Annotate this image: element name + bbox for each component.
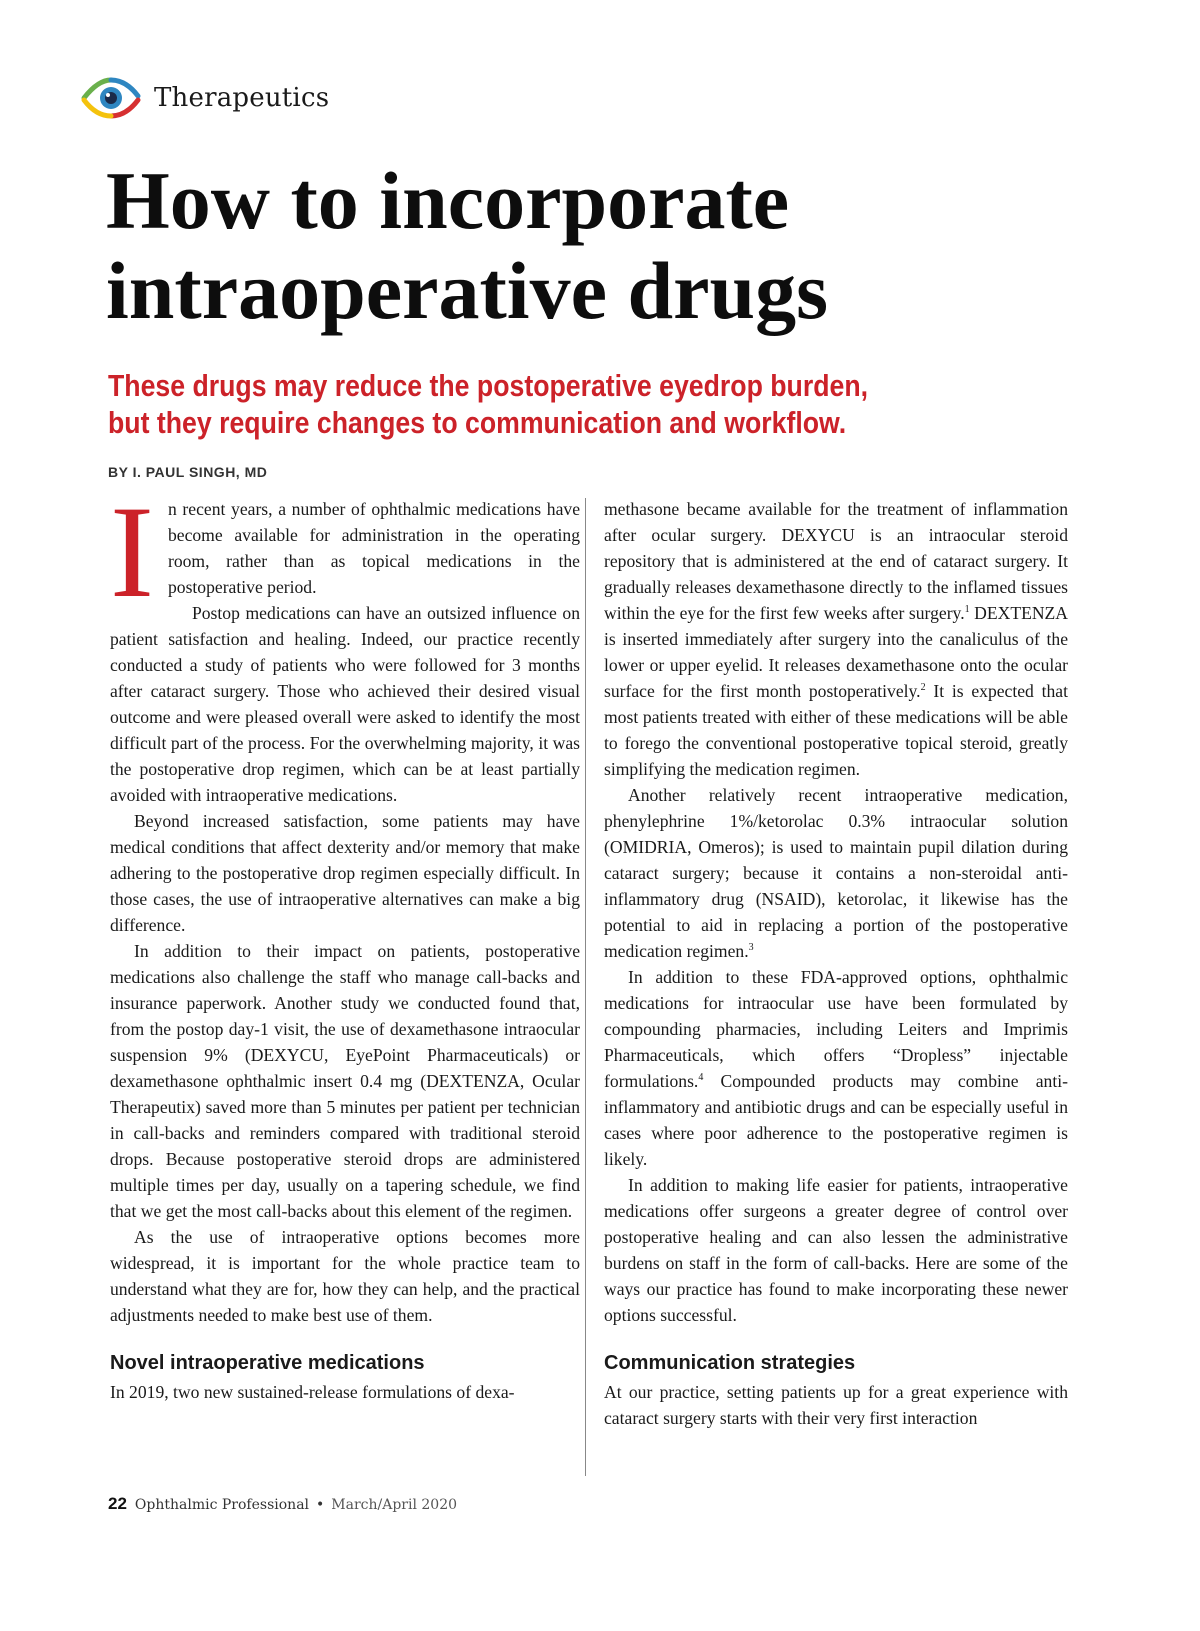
paragraph: Beyond increased satisfaction, some patients may have medical conditions that affect dexterity and/or memory that make adhering to the postoperative drop regimen especially difficult. In those cases, the use of intraoperative alternatives can make a big difference. xyxy=(110,811,580,935)
title-line-1: How to incorporate xyxy=(106,155,790,246)
section-header xyxy=(80,76,329,120)
paragraph xyxy=(110,478,580,625)
paragraph: In 2019, two new sustained-release formulations of dexa- xyxy=(110,1382,515,1402)
paragraph-text: Compounded products may combine anti-inflammatory and antibiotic drugs and can be especially useful in cases where poor adherence to the postoperative regimen is likely. xyxy=(604,1071,1068,1169)
dropcap: I xyxy=(110,478,154,625)
paragraph xyxy=(604,496,1068,782)
page-number: 22 xyxy=(108,1494,127,1513)
issue-date: March/April 2020 xyxy=(331,1497,458,1513)
left-column xyxy=(110,478,580,1405)
byline: BY I. PAUL SINGH, MD xyxy=(108,464,268,480)
reference-2: 2 xyxy=(920,682,926,694)
paragraph: As the use of intraoperative options becomes more widespread, it is important for the whole practice team to understand what they are for, how they can help, and the practical adjustments needed to make best use of them. xyxy=(110,1227,580,1325)
paragraph-text: In addition to these FDA-approved options, ophthalmic medications for intraocular use have been formulated by compounding pharmacies, including Leiters and Imprimis Pharmaceuticals, which offers “Dropless” injectable formulations. xyxy=(604,967,1068,1091)
reference-4: 4 xyxy=(698,1072,704,1084)
subtitle-line-2: but they require changes to communication and workflow. xyxy=(108,405,847,440)
paragraph: In addition to making life easier for patients, intraoperative medications offer surgeons a greater degree of control over postoperative healing and can also lessen the administrative burdens on staff in the form of call-backs. Here are some of the ways our practice has found to make incorporating these newer options successful. xyxy=(604,1175,1068,1325)
eye-logo-icon xyxy=(80,76,142,120)
reference-3: 3 xyxy=(748,942,754,954)
right-column xyxy=(604,496,1068,1431)
article-title xyxy=(106,156,1166,336)
paragraph-text: methasone became available for the treatment of inflammation after ocular surgery. DEXYCU is an intraocular steroid repository that is administered at the end of cataract surgery. It gradually releases dexamethasone directly to the inflamed tissues within the eye for the first few weeks after surgery. xyxy=(604,499,1068,623)
column-divider xyxy=(585,498,586,1476)
paragraph: At our practice, setting patients up for a great experience with cataract surgery starts with their very first interaction xyxy=(604,1382,1068,1428)
paragraph xyxy=(604,964,1068,1172)
subtitle-line-1: These drugs may reduce the postoperative eyedrop burden, xyxy=(108,368,869,403)
paragraph-text: Another relatively recent intraoperative medication, phenylephrine 1%/ketorolac 0.3% intraocular solution (OMIDRIA, Omeros); is used to maintain pupil dilation during cataract surgery; because it contains a non-steroidal anti-inflammatory drug (NSAID), ketorolac, it likewise has the potential to aid in replacing a portion of the postoperative medication regimen. xyxy=(604,785,1068,961)
paragraph: In addition to their impact on patients, postoperative medications also challenge the staff who manage call-backs and insurance paperwork. Another study we conducted found that, from the postop day-1 visit, the use of dexamethasone intraocular suspension 9% (DEXYCU, EyePoint Pharmaceuticals) or dexamethasone ophthalmic insert 0.4 mg (DEXTENZA, Ocular Therapeutix) saved more than 5 minutes per patient per technician in call-backs and reminders compared with traditional steroid drops. Because postoperative steroid drops are administered multiple times per day, usually on a tapering schedule, we find that we get the most call-backs about this element of the regimen. xyxy=(110,941,580,1221)
title-line-2: intraoperative drugs xyxy=(106,245,828,336)
paragraph-text: It is expected that most patients treated with either of these medications will be able to forego the conventional postoperative topical steroid, greatly simplifying the medication regimen. xyxy=(604,681,1068,779)
reference-1: 1 xyxy=(964,604,970,616)
section-heading-novel: Novel intraoperative medications xyxy=(110,1352,425,1374)
paragraph: Postop medications can have an outsized influence on patient satisfaction and healing. Indeed, our practice recently conducted a study of patients who were followed for 3 months after cataract surgery. Those who achieved their desired visual outcome and were pleased overall were asked to identify the most difficult part of the process. For the overwhelming majority, it was the postoperative drop regimen, which can be at least partially avoided with intraoperative medications. xyxy=(110,603,580,805)
footer-separator: • xyxy=(316,1497,325,1513)
page-footer xyxy=(108,1494,457,1514)
article-subtitle xyxy=(108,367,1123,441)
section-heading-communication: Communication strategies xyxy=(604,1352,856,1374)
section-label: Therapeutics xyxy=(154,83,330,113)
paragraph xyxy=(604,782,1068,964)
paragraph-text: DEXTENZA is inserted immediately after surgery into the canaliculus of the lower or upper eyelid. It releases dexamethasone onto the ocular surface for the first month postoperatively. xyxy=(604,603,1068,701)
paragraph-text: n recent years, a number of ophthalmic medications have become available for administration in the operating room, rather than as topical medications in the postoperative period. xyxy=(167,499,580,597)
publication-name: Ophthalmic Professional xyxy=(134,1497,310,1513)
